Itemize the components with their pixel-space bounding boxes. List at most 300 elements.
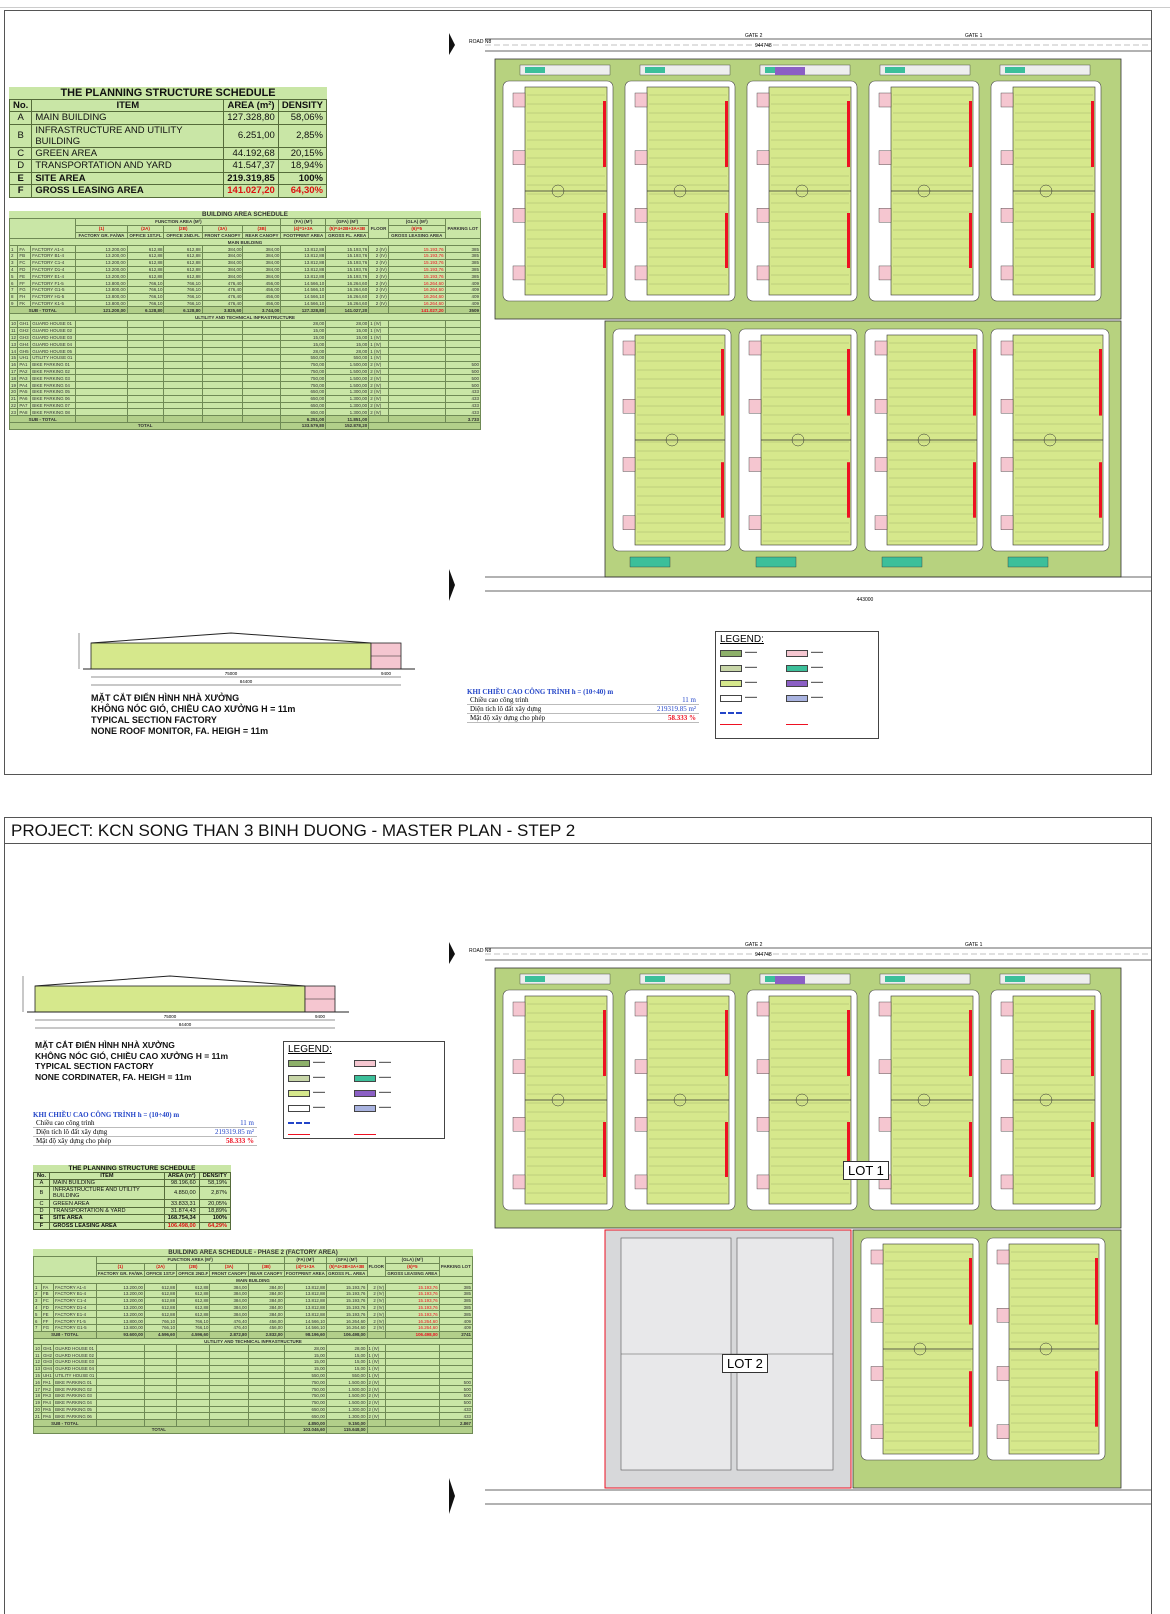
empty-cell xyxy=(127,354,164,361)
empty-cell xyxy=(164,348,202,355)
table-cell: GH2 xyxy=(42,1352,52,1358)
table-row xyxy=(34,1372,473,1379)
table-cell: 2 (IV) xyxy=(367,1399,386,1406)
table-cell: 476,40 xyxy=(202,293,243,300)
empty-cell xyxy=(386,1386,440,1393)
code-header: (3B) xyxy=(243,225,281,232)
table-cell: 385 xyxy=(445,246,480,253)
table-cell: 612,88 xyxy=(177,1290,210,1297)
table-cell: BIKE PARKING 03 xyxy=(31,375,76,382)
info-value: 219319.85 m² xyxy=(177,1128,257,1137)
table-cell: 16.264,60 xyxy=(326,1318,367,1325)
table-cell: D xyxy=(10,160,32,173)
table-row xyxy=(10,293,481,300)
empty-cell xyxy=(386,1392,440,1399)
table-cell: 1.500,00 xyxy=(326,1399,367,1406)
table-cell: 2 (IV) xyxy=(367,1311,386,1318)
column-header: GROSS LEASING AREA xyxy=(388,232,445,239)
table-cell: BIKE PARKING 07 xyxy=(31,402,76,409)
table-cell: A xyxy=(10,112,32,125)
table-cell: FC xyxy=(18,259,31,266)
table-cell: 15,00 xyxy=(284,1365,326,1372)
office-block xyxy=(997,1366,1009,1380)
section-label: ULTILITY AND TECHNICAL INFRASTRUCTURE xyxy=(10,314,481,321)
table-cell: 2 (IV) xyxy=(369,382,389,389)
table-cell: 384,00 xyxy=(210,1311,249,1318)
table-cell: 456,00 xyxy=(243,280,281,287)
empty-cell xyxy=(386,1345,440,1352)
subtotal-cell: 141.027,20 xyxy=(388,307,445,314)
empty-cell xyxy=(210,1399,249,1406)
table-cell: 14.566,10 xyxy=(281,293,326,300)
legend xyxy=(283,1041,445,1139)
parking-block xyxy=(1005,67,1025,73)
table-cell: FA xyxy=(41,1284,53,1291)
table-cell: 750,00 xyxy=(284,1379,326,1386)
table-cell: INFRASTRUCTURE AND UTILITY BUILDING xyxy=(32,124,224,147)
table-cell: 2 (IV) xyxy=(369,388,389,395)
dimension-label: 443000 xyxy=(856,597,874,603)
table-cell: F xyxy=(34,1222,50,1229)
table-cell: 15,00 xyxy=(281,327,326,334)
column-header: DENSITY xyxy=(278,100,326,112)
table-cell: 2 (IV) xyxy=(369,280,389,287)
table-cell: 13.812,88 xyxy=(284,1297,326,1304)
table-cell: 1.500,00 xyxy=(326,1392,367,1399)
table-cell: 15.193,76 xyxy=(326,1290,367,1297)
table-cell: 15.193,76 xyxy=(386,1304,440,1311)
table-cell: 2 (IV) xyxy=(369,252,389,259)
legend-text: ▬▬▬ xyxy=(379,1059,391,1064)
table-cell: 58,19% xyxy=(199,1180,230,1187)
table-cell: 20 xyxy=(11,389,17,395)
table-cell: 14.566,10 xyxy=(281,280,326,287)
legend-line-boundary xyxy=(720,712,742,714)
legend-text: ▬▬▬ xyxy=(313,1074,325,1079)
column-header: DENSITY xyxy=(199,1173,230,1180)
parking-block xyxy=(645,976,665,982)
table-cell: FACTORY G1-5 xyxy=(54,1324,97,1331)
empty-cell xyxy=(144,1352,176,1359)
table-cell: 21 xyxy=(35,1413,40,1419)
table-cell: 766,10 xyxy=(144,1318,176,1325)
table-cell: 1 (IV) xyxy=(367,1365,386,1372)
table-cell: PA6 xyxy=(41,1413,53,1420)
dimension-label: 944748 xyxy=(755,952,772,958)
legend-swatch-utility xyxy=(786,680,808,687)
empty-cell xyxy=(243,395,281,402)
table-title: BUILDING AREA SCHEDULE - PHASE 2 (FACTORY AREA) xyxy=(168,1249,338,1256)
parking-header: PARKING LOT xyxy=(445,219,480,239)
table-row xyxy=(10,124,327,147)
table-cell: 750,00 xyxy=(284,1392,326,1399)
dimension-label: 9400 xyxy=(314,1014,326,1019)
table-cell: UTILITY HOUSE 01 xyxy=(31,354,76,361)
empty-cell xyxy=(388,416,445,423)
table-cell: 13.812,88 xyxy=(284,1311,326,1318)
factory-body xyxy=(35,986,305,1012)
table-cell: FACTORY B1-4 xyxy=(31,252,76,259)
red-marker xyxy=(603,213,606,268)
table-cell: 2 (IV) xyxy=(369,266,389,273)
table-cell: 15.193,76 xyxy=(386,1284,440,1291)
gfa-header: (GFA) (M²) xyxy=(326,1257,367,1264)
table-cell: 100% xyxy=(199,1215,230,1222)
empty-cell xyxy=(210,1372,249,1379)
table-cell: B xyxy=(34,1187,50,1200)
code-header: (4)=1+3A xyxy=(281,225,326,232)
subtotal-cell: 2741 xyxy=(439,1331,472,1338)
legend-title: LEGEND: xyxy=(288,1044,332,1055)
office-block xyxy=(879,151,891,165)
office-block xyxy=(757,208,769,222)
table-cell: 500 xyxy=(439,1379,472,1386)
table-cell: 15,00 xyxy=(284,1352,326,1359)
table-cell: 15.193,76 xyxy=(326,1284,367,1291)
table-cell: 766,10 xyxy=(127,293,164,300)
table-cell: GREEN AREA xyxy=(32,147,224,160)
empty-cell xyxy=(164,320,202,327)
table-cell: 33.833,31 xyxy=(164,1200,199,1207)
legend-swatch-office xyxy=(354,1060,376,1067)
column-header: OFFICE 2ND.F xyxy=(178,1270,209,1276)
table-cell: 15,00 xyxy=(326,1352,367,1359)
table-cell: 1 xyxy=(10,246,18,253)
table-cell: 500 xyxy=(445,361,480,368)
table-row xyxy=(34,1304,473,1311)
empty-cell xyxy=(202,402,243,409)
empty-cell xyxy=(386,1399,440,1406)
table-cell: 13.800,00 xyxy=(96,1318,144,1325)
table-cell: 13.812,88 xyxy=(284,1284,326,1291)
table-cell: 15,00 xyxy=(284,1358,326,1365)
table-row xyxy=(34,1187,231,1200)
empty-cell xyxy=(388,409,445,416)
table-cell: 5 xyxy=(34,1311,42,1318)
subtotal-cell xyxy=(369,307,389,314)
table-cell: 15,00 xyxy=(281,341,326,348)
legend-swatch-hatch-green xyxy=(288,1060,310,1067)
empty-cell xyxy=(177,1406,210,1413)
legend-text: ▬▬▬ xyxy=(811,649,823,654)
subtotal-cell: 93.600,00 xyxy=(96,1331,144,1338)
office-block xyxy=(1001,516,1013,530)
column-header: REAR CANOPY xyxy=(243,232,281,239)
table-row xyxy=(34,1207,231,1214)
parking-block xyxy=(525,976,545,982)
table-row xyxy=(34,1406,473,1413)
table-cell: TRANSPORTATION AND YARD xyxy=(32,160,224,173)
table-cell: 612,88 xyxy=(127,246,164,253)
table-row xyxy=(10,382,481,389)
table-cell: 650,00 xyxy=(284,1413,326,1420)
table-cell: BIKE PARKING 02 xyxy=(54,1386,97,1393)
table-cell: GUARD HOUSE 04 xyxy=(54,1365,97,1372)
table-cell: GUARD HOUSE 05 xyxy=(31,348,76,355)
table-cell: 12 xyxy=(35,1359,40,1365)
table-cell: GUARD HOUSE 02 xyxy=(54,1352,97,1359)
empty-cell xyxy=(202,320,243,327)
table-cell: FA xyxy=(18,246,31,253)
empty-cell xyxy=(76,368,127,375)
table-cell: 15.193,76 xyxy=(388,246,445,253)
table-row xyxy=(10,273,481,280)
table-cell: 500 xyxy=(439,1386,472,1393)
empty-cell xyxy=(127,368,164,375)
table-cell: PA3 xyxy=(41,1392,53,1399)
table-cell: 384,00 xyxy=(210,1284,249,1291)
office-block xyxy=(635,151,647,165)
table-cell: 15,00 xyxy=(326,1358,367,1365)
table-cell: 19 xyxy=(11,382,17,388)
table-cell: 15,00 xyxy=(326,341,369,348)
legend-text: ▬▬▬ xyxy=(379,1104,391,1109)
table-cell: UH1 xyxy=(18,354,31,361)
table-row xyxy=(10,160,327,173)
table-cell: 384,00 xyxy=(202,252,243,259)
red-marker xyxy=(973,349,976,416)
table-row xyxy=(34,1379,473,1386)
table-cell: INFRASTRUCTURE AND UTILITY BUILDING xyxy=(50,1187,165,1200)
table-cell: 106.498,00 xyxy=(164,1222,199,1229)
table-cell: 456,00 xyxy=(248,1318,284,1325)
office-block xyxy=(879,1117,891,1131)
table-cell: BIKE PARKING 02 xyxy=(31,368,76,375)
table-cell: 1 (IV) xyxy=(369,348,389,355)
red-marker xyxy=(721,349,724,416)
empty-cell xyxy=(202,388,243,395)
legend-swatch-setback xyxy=(720,695,742,702)
table-cell: 2 (IV) xyxy=(369,286,389,293)
table-cell: 13.812,88 xyxy=(281,252,326,259)
table-cell: 13.812,88 xyxy=(281,259,326,266)
table-cell: 15.193,76 xyxy=(386,1290,440,1297)
table-cell: FK xyxy=(18,300,31,307)
office-block xyxy=(997,1250,1009,1264)
column-header: FACTORY GR. FA/WA xyxy=(97,1270,143,1276)
table-row xyxy=(34,1318,473,1325)
table-cell: 385 xyxy=(439,1297,472,1304)
table-cell: 650,00 xyxy=(281,388,326,395)
parking-block xyxy=(630,557,670,567)
empty-cell xyxy=(210,1420,249,1427)
table-cell: 16.264,60 xyxy=(386,1324,440,1331)
road-label: ROAD N8 xyxy=(469,39,492,45)
table-cell: 4 xyxy=(10,266,18,273)
legend-swatch-factory xyxy=(288,1090,310,1097)
table-row xyxy=(10,341,481,348)
table-cell: 7 xyxy=(10,286,18,293)
table-cell: 28,00 xyxy=(281,320,326,327)
legend-swatch-office xyxy=(786,650,808,657)
table-cell: GREEN AREA xyxy=(50,1200,165,1207)
table-cell: 12 xyxy=(11,334,17,340)
table-cell: FH xyxy=(18,293,31,300)
office-block xyxy=(875,457,887,471)
table-cell: 15,00 xyxy=(326,334,369,341)
office-block xyxy=(749,457,761,471)
table-cell: 612,88 xyxy=(164,246,202,253)
office-block xyxy=(1001,1060,1013,1074)
empty-cell xyxy=(127,416,164,423)
table-cell: 13.200,00 xyxy=(96,1304,144,1311)
column-header: OFFICE 1ST.F xyxy=(146,1270,175,1276)
table-cell: 4.850,00 xyxy=(164,1187,199,1200)
subtotal-cell: 106.498,00 xyxy=(326,1331,367,1338)
empty-cell xyxy=(386,1365,440,1372)
empty-cell xyxy=(177,1345,210,1352)
table-title: THE PLANNING STRUCTURE SCHEDULE xyxy=(68,1165,196,1172)
info-row xyxy=(33,1137,257,1146)
table-cell: 1.500,00 xyxy=(326,361,369,368)
empty-cell xyxy=(202,409,243,416)
empty-cell xyxy=(164,375,202,382)
office-block xyxy=(997,1425,1009,1439)
table-cell: BIKE PARKING 05 xyxy=(54,1406,97,1413)
office-block xyxy=(513,93,525,107)
arrow-marker xyxy=(449,1478,455,1514)
table-cell: 476,40 xyxy=(210,1324,249,1331)
table-cell: 384,00 xyxy=(243,246,281,253)
empty-cell xyxy=(76,327,127,334)
table-cell: 456,00 xyxy=(243,286,281,293)
empty-cell xyxy=(248,1372,284,1379)
table-cell: 409 xyxy=(445,300,480,307)
info-row xyxy=(467,705,699,714)
code-header: (2B) xyxy=(177,1263,210,1270)
empty-cell xyxy=(243,334,281,341)
empty-cell xyxy=(367,1420,386,1427)
info-value: 11 m xyxy=(616,696,699,705)
empty-cell xyxy=(164,361,202,368)
table-cell: 31.874,43 xyxy=(164,1207,199,1214)
red-marker xyxy=(725,1010,728,1076)
table-cell: 2 (IV) xyxy=(367,1406,386,1413)
code-header: (2A) xyxy=(144,1263,176,1270)
empty-cell xyxy=(388,368,445,375)
table-cell: 1.500,00 xyxy=(326,368,369,375)
table-cell: 2 (IV) xyxy=(369,395,389,402)
table-cell: 13.200,00 xyxy=(76,252,127,259)
table-cell: 384,00 xyxy=(202,273,243,280)
table-cell: 612,88 xyxy=(164,266,202,273)
table-cell: 750,00 xyxy=(281,361,326,368)
legend-text: ▬▬▬ xyxy=(313,1104,325,1109)
table-cell: 612,88 xyxy=(164,259,202,266)
table-cell: 1.500,00 xyxy=(326,1386,367,1393)
subtotal-cell: 127.328,80 xyxy=(281,307,326,314)
table-cell: 612,88 xyxy=(164,273,202,280)
table-cell: 64,29% xyxy=(199,1222,230,1229)
empty-cell xyxy=(96,1352,144,1359)
table-cell: C xyxy=(34,1200,50,1207)
column-header: OFFICE 2ND.FL xyxy=(164,232,202,239)
office-block xyxy=(1001,151,1013,165)
red-marker xyxy=(1091,213,1094,268)
table-row xyxy=(10,361,481,368)
table-cell: 16.264,60 xyxy=(326,286,369,293)
legend-text: ▬▬▬ xyxy=(313,1089,325,1094)
header-row xyxy=(34,1257,473,1264)
office-block xyxy=(1001,1002,1013,1016)
office-block xyxy=(513,208,525,222)
subtotal-cell: 9.150,00 xyxy=(326,1420,367,1427)
table-row xyxy=(34,1200,231,1207)
table-cell: FACTORY A1-4 xyxy=(31,246,76,253)
empty-cell xyxy=(243,348,281,355)
red-marker xyxy=(847,101,850,167)
info-value: 58.333 % xyxy=(177,1137,257,1146)
office-block xyxy=(623,341,635,355)
table-cell: GUARD HOUSE 02 xyxy=(31,327,76,334)
table-cell: 2 (IV) xyxy=(367,1386,386,1393)
table-cell: 500 xyxy=(439,1399,472,1406)
table-cell: 750,00 xyxy=(281,382,326,389)
table-cell: 21 xyxy=(11,396,17,402)
table-cell: 17 xyxy=(11,368,17,374)
subtotal-cell: 4.596,60 xyxy=(177,1331,210,1338)
table-cell: 750,00 xyxy=(281,375,326,382)
table-title: BUILDING AREA SCHEDULE xyxy=(202,211,288,218)
legend-line-construction xyxy=(786,724,808,725)
arrow-marker xyxy=(449,569,455,601)
table-cell: 16.264,60 xyxy=(388,300,445,307)
table-row xyxy=(34,1399,473,1406)
subtotal-cell: 3.733 xyxy=(445,416,480,423)
sheet-step1 xyxy=(4,10,1152,775)
code-header: (6)=5 xyxy=(388,225,445,232)
empty-cell xyxy=(164,395,202,402)
table-cell: 550,00 xyxy=(281,354,326,361)
office-block xyxy=(871,1425,883,1439)
table-cell: MAIN BUILDING xyxy=(50,1180,165,1187)
table-cell: GH4 xyxy=(42,1366,52,1372)
empty-cell xyxy=(202,334,243,341)
table-cell: 384,00 xyxy=(248,1311,284,1318)
column-header: FOOTPRINT AREA xyxy=(281,232,326,239)
table-cell: 1.300,00 xyxy=(326,388,369,395)
table-cell: PA3 xyxy=(18,375,31,382)
code-header: (3B) xyxy=(248,1263,284,1270)
office-block xyxy=(871,1366,883,1380)
table-cell: 612,88 xyxy=(164,252,202,259)
red-marker xyxy=(1099,349,1102,416)
table-cell: 476,40 xyxy=(202,280,243,287)
empty-cell xyxy=(164,368,202,375)
table-row xyxy=(34,1297,473,1304)
table-row xyxy=(10,402,481,409)
table-cell: 168.754,34 xyxy=(164,1215,199,1222)
empty-cell xyxy=(202,341,243,348)
table-row xyxy=(10,246,481,253)
table-cell: 13.200,00 xyxy=(76,266,127,273)
table-cell: 433 xyxy=(439,1406,472,1413)
table-cell: 1.300,00 xyxy=(326,1406,367,1413)
column-header: FOOTPRINT AREA xyxy=(285,1270,325,1276)
empty-cell xyxy=(144,1420,176,1427)
header-row xyxy=(34,1173,231,1180)
table-cell: BIKE PARKING 04 xyxy=(54,1399,97,1406)
section-row xyxy=(34,1277,473,1284)
table-cell: 16.264,60 xyxy=(388,293,445,300)
office-block xyxy=(635,1002,647,1016)
table-cell: PA5 xyxy=(41,1406,53,1413)
legend-swatch-factory xyxy=(720,680,742,687)
empty-cell xyxy=(96,1420,144,1427)
empty-cell xyxy=(127,327,164,334)
table-cell: 13.200,00 xyxy=(76,246,127,253)
empty-cell xyxy=(243,327,281,334)
